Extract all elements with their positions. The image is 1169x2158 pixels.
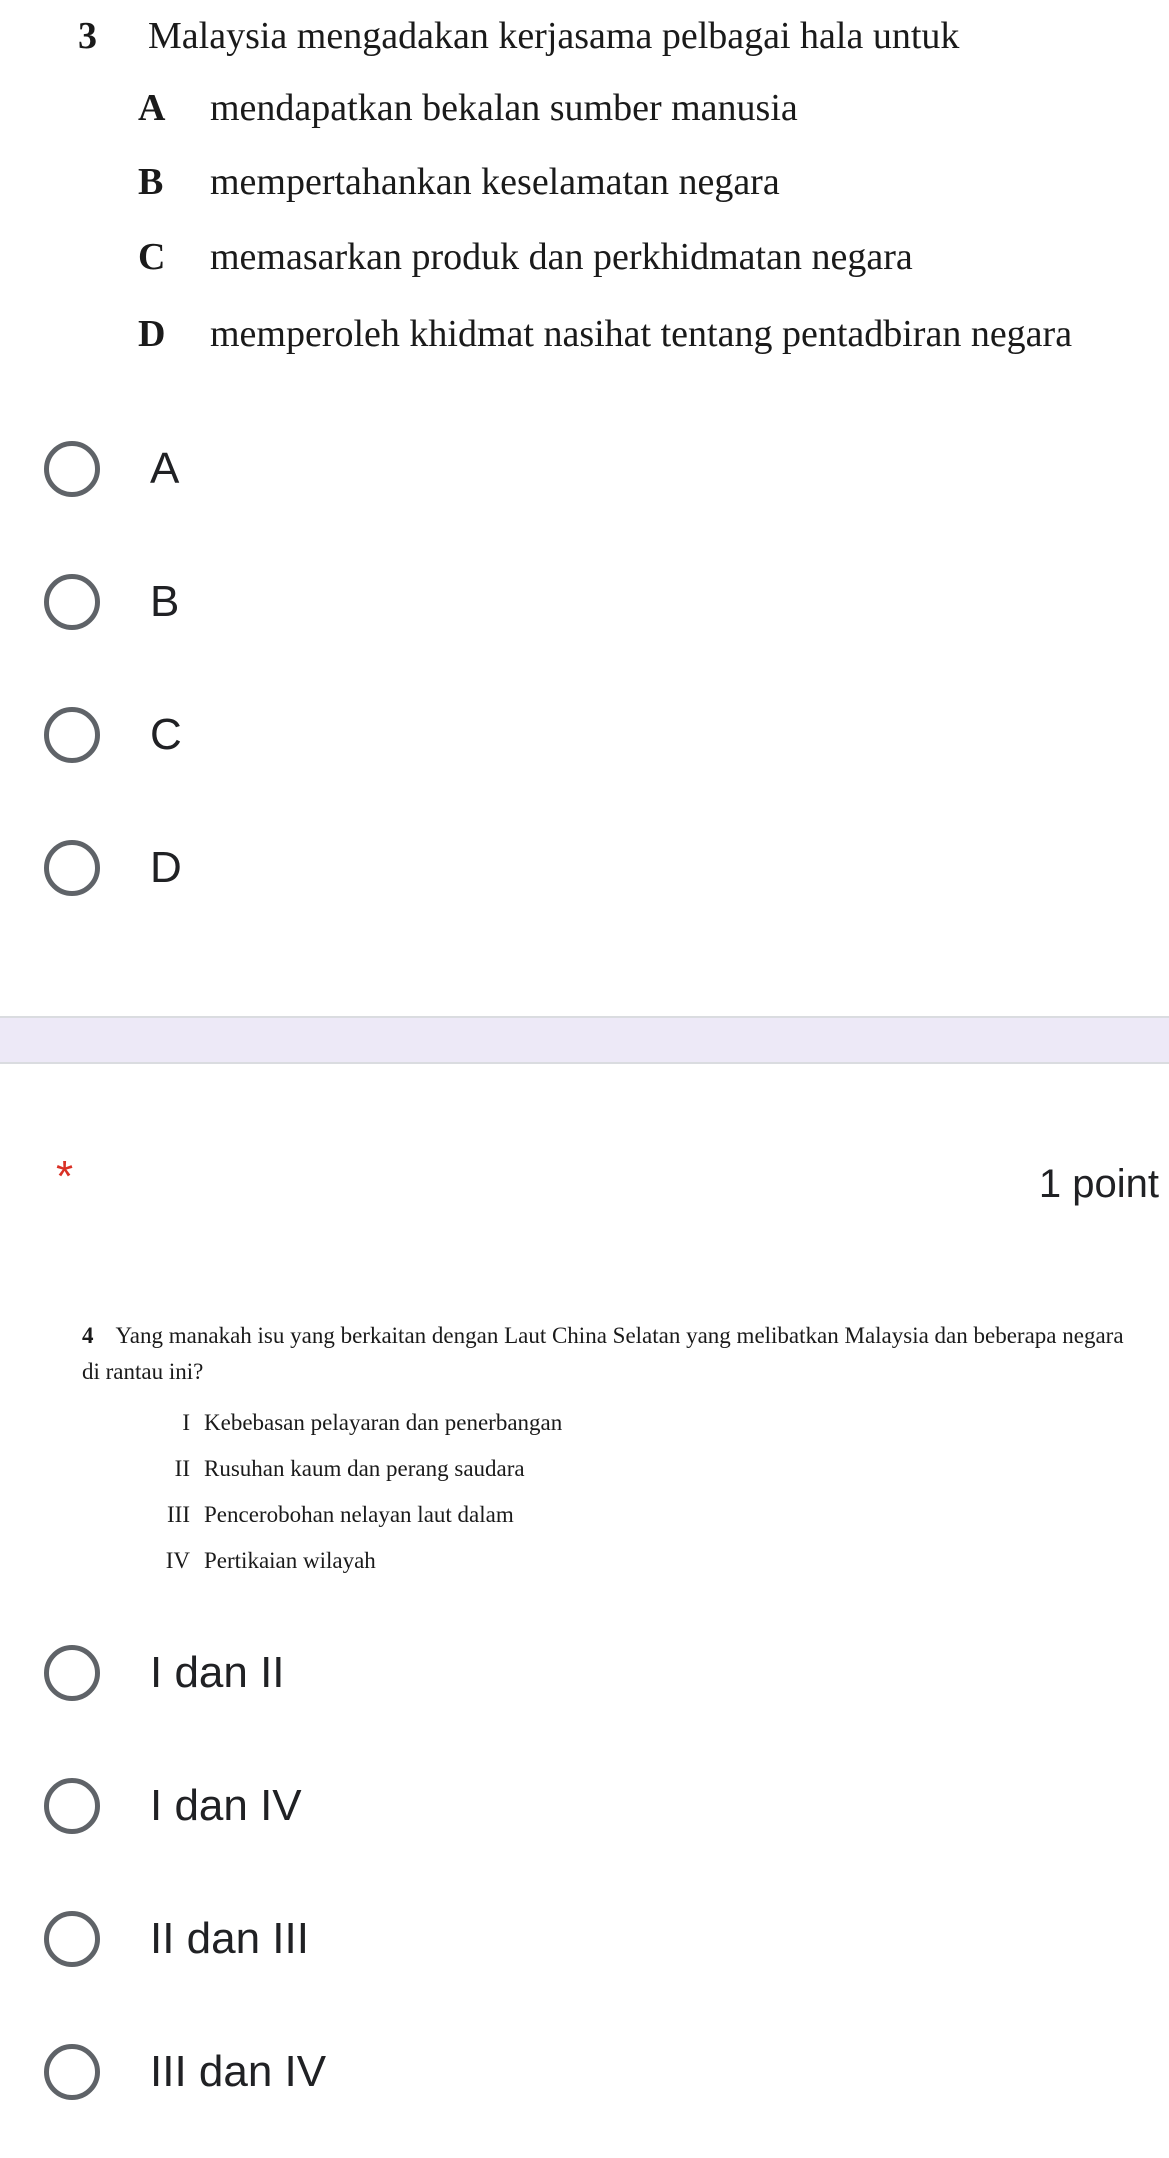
- choice-i-dan-ii[interactable]: [44, 1638, 285, 1708]
- choice-d[interactable]: [44, 833, 182, 903]
- radio-button[interactable]: [44, 1911, 100, 1967]
- question-3-option-b: B mempertahankan keselamatan negara: [138, 161, 780, 203]
- choice-label: I dan II: [150, 1648, 285, 1697]
- required-indicator: *: [56, 1152, 74, 1201]
- question-4-item-i: I Kebebasan pelayaran dan penerbangan: [182, 1410, 563, 1435]
- question-4-item-ii: II Rusuhan kaum dan perang saudara: [174, 1456, 525, 1481]
- question-3-number: 3: [78, 15, 97, 57]
- radio-button[interactable]: [44, 1778, 100, 1834]
- radio-button[interactable]: [44, 707, 100, 763]
- question-4-item-iii: III Pencerobohan nelayan laut dalam: [167, 1502, 514, 1527]
- choice-label: A: [150, 444, 180, 493]
- choice-label: C: [150, 710, 182, 759]
- choice-a[interactable]: [44, 434, 179, 504]
- question-4-number: 4: [82, 1323, 94, 1348]
- choice-i-dan-iv[interactable]: [44, 1771, 302, 1841]
- question-3-stem: [78, 14, 959, 58]
- question-3-option-d: D memperoleh khidmat nasihat tentang pentadbiran negara: [138, 313, 1073, 355]
- radio-button[interactable]: [44, 441, 100, 497]
- choice-label: D: [150, 843, 182, 892]
- choice-label: B: [150, 577, 180, 626]
- question-4-item-iv: IV Pertikaian wilayah: [165, 1548, 376, 1573]
- radio-button[interactable]: [44, 2044, 100, 2100]
- question-separator: [0, 1016, 1169, 1064]
- choice-c[interactable]: [44, 700, 182, 770]
- question-points: 1 point: [1038, 1162, 1159, 1206]
- choice-iii-dan-iv[interactable]: [44, 2037, 326, 2107]
- radio-button[interactable]: [44, 574, 100, 630]
- question-3-option-c: C memasarkan produk dan perkhidmatan negara: [138, 236, 913, 278]
- choice-b[interactable]: [44, 567, 179, 637]
- question-4-stem-text: Yang manakah isu yang berkaitan dengan Laut China Selatan yang melibatkan Malaysia dan beberapa negara di rantau ini?: [82, 1323, 1124, 1384]
- radio-button[interactable]: [44, 1645, 100, 1701]
- question-3-option-a: A mendapatkan bekalan sumber manusia: [138, 87, 798, 129]
- choice-label: I dan IV: [150, 1781, 302, 1830]
- question-3-image: [0, 0, 1169, 400]
- choice-label: III dan IV: [150, 2047, 327, 2096]
- question-4-stem: [82, 1318, 1142, 1390]
- choice-label: II dan III: [150, 1914, 309, 1963]
- choice-ii-dan-iii[interactable]: [44, 1904, 309, 1974]
- radio-button[interactable]: [44, 840, 100, 896]
- question-3-stem-text: Malaysia mengadakan kerjasama pelbagai hala untuk: [148, 15, 960, 57]
